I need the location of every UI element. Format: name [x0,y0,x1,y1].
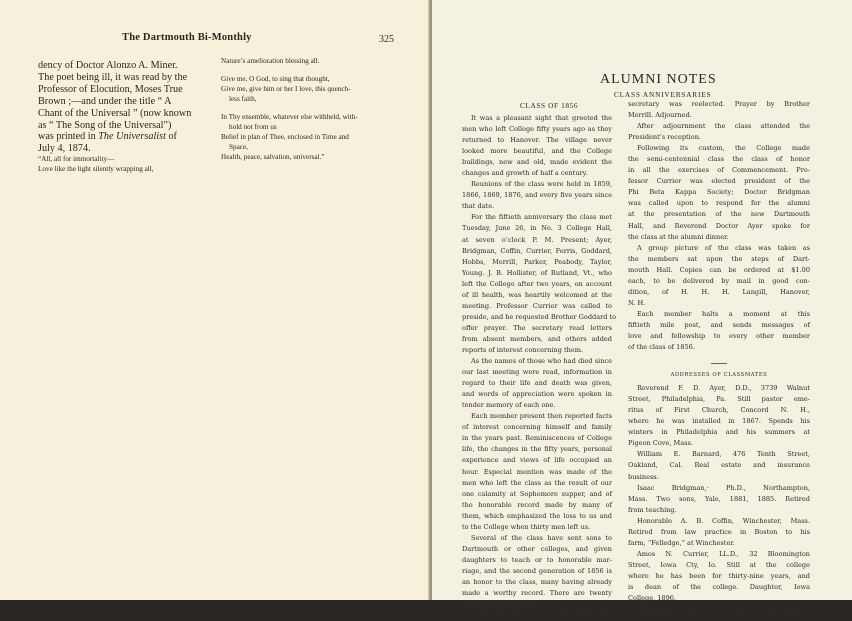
address-line: ritus of First Church, Concord N. H., [628,406,810,415]
text-line: Following its custom, the College made [637,144,810,153]
verse-line: Space, [229,143,248,151]
text-line: left the College after two years, on account [462,279,612,288]
text-line: regard to their life and death was given, [462,379,612,388]
text-line: returned to Hanover. The village never [462,136,612,145]
text-line: the members sat upon the steps of Dart- [628,254,810,263]
text-line: meeting. Professor Currier was called to [462,301,612,310]
text-line: As the names of those who had died since [471,357,612,366]
left-page [0,0,430,600]
text-line: preside, and he requested Brother Goddard to [462,312,617,321]
text-line: hour. Especial mention was made of the [462,467,612,476]
section-divider [711,363,727,364]
address-line: Street, Iowa Cty, Io. Still at the college [628,560,810,569]
text-line: life, the changes in the fifty years, personal [462,445,612,454]
left-column-verse [221,56,417,170]
verse-line: hold not from us [229,123,277,131]
text-line: It was a pleasant sight that greeted the [471,114,612,122]
text-line: Hobbs, Merrill, Parker, Peabody, Taylor, [462,257,612,266]
section-subtitle: CLASS ANNIVERSARIES [614,90,712,99]
verse-line: Give me, give him or her I love, this quench- [221,85,351,93]
address-line: Amos N. Currier, LL.D., 32 Bloomington [637,549,810,558]
text-line: A group picture of the class was taken as [637,243,810,252]
text-line: Phi Beta Kappa Society; Doctor Bridgman [628,188,810,197]
running-head: The Dartmouth Bi-Monthly [122,32,252,43]
address-line: Reverend Calvin Cutler, Auburndale, [637,605,810,614]
text-line: of ill health, was heartily welcomed at the [462,290,612,299]
prose-line: Professor of Elocution, Moses True [38,83,183,95]
address-line: business. [628,472,659,481]
prose-line: The poet being ill, it was read by the [38,71,188,83]
text-line: offer prayer. The secretary read letters [462,323,612,332]
text-line: Each member halts a moment at this [637,309,810,318]
prose-line: Brown ;—and under the title “ A [38,95,172,107]
prose-line: July 4, 1874. [38,143,91,155]
address-line: is dean of the college. Daughter, Iowa [628,582,810,591]
text-line: fiftieth mile post, and sends messages of [628,320,810,329]
text-line: Dartmouth or other colleges, and given [462,544,612,553]
text-line: love and fellowship to every other member [628,331,810,340]
class-heading: CLASS OF 1856 [520,101,579,110]
prose-line: dency of Doctor Alonzo A. Miner. [38,60,178,71]
text-line: from absent members, and others added [462,334,612,343]
text-line: that date. [462,202,495,211]
text-line: Young. J. B. Hollister, of Rutland, Vt., who [462,268,612,277]
section-title: ALUMNI NOTES [600,72,717,87]
address-line: Street, Philadelphia, Pa. Still pastor eme- [628,395,810,404]
text-line: For the fiftieth anniversary the class met [471,213,612,222]
text-line: at seven o’clock P. M. Present; Ayer, [462,235,612,244]
verse-stanza [221,56,417,66]
text-line: Bridgman, Coffin, Currier, Ferris, Goddard, [462,246,612,255]
text-line: men who left College fifty years ago as they [462,125,612,134]
text-line: at the presentation of the new Dartmouth [628,210,810,219]
address-line: Retired from law practice in Boston to his [628,527,810,536]
text-line: them, which emphasized the loss to us and [462,511,612,520]
text-line: Reunions of the class were held in 1859, [471,180,612,189]
right-column-a [462,113,617,621]
address-line: Pigeon Cove, Mass. [628,439,693,448]
address-line: from teaching. [628,505,677,514]
prose-line: as “ The Song of the Universal”) [38,119,172,131]
verse-line: Love like the light silently wrapping all, [38,164,154,173]
text-line: changes and growth of half a century. [462,169,588,178]
verse-line: less faith, [229,95,257,103]
text-line: in the years past. Reminiscences of College [462,434,612,443]
address-line: where he was installed in 1867. Spends his [628,417,810,426]
prose-line: was printed in The Universalist of [38,131,177,143]
text-line: the semi-centennial class the class of honor [628,155,810,164]
address-line: winters in Philadelphia and his summers at [628,428,810,437]
address-line: College, 1896. [628,594,676,603]
text-line: N. H. [628,298,646,307]
verse-line: Health, peace, salvation, universal.” [221,153,325,161]
left-column-prose [38,60,210,174]
address-line: farm, “Felledge,” at Winchester. [628,538,735,547]
text-line: Hall, and Reverend Doctor Ayer spoke for [628,221,810,230]
verse-stanza [221,74,417,104]
text-line: each, to be delivered by mail in good con- [628,276,810,285]
address-line: Mass. Two sons, Yale, 1881, 1885. Retired [628,494,810,503]
text-line: President’s reception. [628,133,701,142]
verse-line: Belief in plan of Thee, enclosed in Time and [221,133,349,141]
text-line: our last meeting were read, information in [462,368,612,377]
text-line: Each member present then reported facts [471,412,612,421]
text-line: 1866, 1869, 1876, and every five years since [462,191,612,200]
text-line: dition, of H. H. H. Langill, Hanover, [628,287,810,296]
text-line: the class at the alumni dinner. [628,232,729,241]
text-line: experience and views of life occupied an [462,456,612,465]
text-line: tender memory of each one. [462,401,556,410]
address-line: where he has been for thirty-nine years, and [628,571,810,580]
text-line: was called upon to respond for the alumni [628,199,810,208]
prose-line: Chant of the Universal ” (now known [38,107,192,119]
text-line: Merrill. Adjourned. [628,111,692,120]
verse-stanza [221,112,417,162]
text-line: in all the exercises of Commencement. Pro- [628,166,810,175]
address-line: Oakland, Cal. Real estate and insurance [628,461,810,470]
text-line: an honor to the class, many having already [462,577,612,586]
text-line: reports of interest concerning them. [462,345,583,354]
text-line: of interest concerning himself and family [462,423,612,432]
page-number: 325 [379,34,394,45]
text-line: one calamity at Sophomore supper, and of [462,489,612,498]
text-line: men who left the class as the result of our [462,478,612,487]
text-line: Voted, To meet again in five years. The [471,611,612,620]
verse-line: In Thy ensemble, whatever else withheld, with- [221,113,358,121]
text-line: graduates from college. [462,600,542,609]
text-line: looked more beautiful, and the College [462,147,612,156]
text-line: to the College when thirty men left us. [462,522,591,531]
address-line: Honorable A. B. Coffin, Winchester, Mass. [637,516,810,525]
text-line: riage, and the second generation of 1856 is [462,566,612,575]
address-line: Reverend F. D. Ayer, D.D., 3739 Walnut [637,384,810,393]
text-line: of the class of 1856. [628,343,695,352]
address-line: Isaac Bridgman,· Ph.D., Northampton, [637,483,810,492]
text-line: daughters to teach or to honorable mar- [462,555,612,564]
verse-line: Nature’s amelioration blessing all. [221,57,320,65]
text-line: fessor Currier was elected president of the [628,177,810,186]
addresses-heading: ADDRESSES OF CLASSMATES [670,372,768,379]
text-line: made a worthy record. There are twenty [462,589,612,598]
text-line: After adjournment the class attended the [637,122,810,131]
right-column-b [628,99,810,615]
text-line: the honorable record made by many of [462,500,612,509]
address-line: William E. Barnard, 476 Tenth Street, [637,450,810,459]
verse-line: Give me, O God, to sing that thought, [221,75,330,83]
verse-line: “All, all for immortality— [38,155,115,164]
text-line: secretary was reelected. Prayer by Brother [628,100,810,108]
text-line: Several of the class have sent sons to [471,533,612,542]
text-line: Tuesday, June 26, in No. 3 College Hall, [462,224,612,233]
text-line: buildings, new and old, made evident the [462,158,612,167]
text-line: and words of appreciation were spoken in [462,390,612,399]
text-line: mouth Hall. Copies can be ordered at $1.00 [628,265,810,274]
